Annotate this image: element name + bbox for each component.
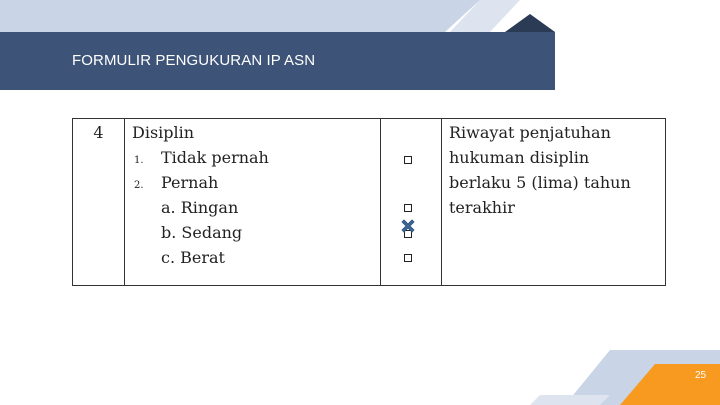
criteria-cell	[125, 119, 381, 286]
option-number: 2.	[134, 180, 144, 191]
option-label: Tidak pernah	[161, 148, 269, 167]
row-number: 4	[73, 119, 125, 286]
option-pernah	[132, 170, 380, 195]
option-number: 1.	[134, 155, 144, 166]
measurement-form-table	[72, 118, 666, 286]
criteria-title: Disiplin	[132, 123, 195, 142]
x-mark-icon	[398, 216, 418, 236]
sub-option-berat: c. Berat	[161, 248, 225, 267]
table-row	[73, 119, 666, 286]
checkbox-tidak-pernah[interactable]	[404, 156, 412, 164]
checkbox-ringan[interactable]	[404, 204, 412, 212]
checkbox-group	[381, 119, 441, 285]
top-light-band	[0, 0, 480, 32]
page-number: 25	[695, 370, 707, 381]
description-cell	[442, 119, 666, 286]
description-line: terakhir	[449, 198, 515, 217]
checkbox-berat[interactable]	[404, 254, 412, 262]
description-line: berlaku 5 (lima) tahun	[449, 173, 631, 192]
description-line: Riwayat penjatuhan	[449, 123, 611, 142]
description-line: hukuman disiplin	[449, 148, 590, 167]
slide-title: FORMULIR PENGUKURAN IP ASN	[72, 52, 316, 69]
top-dark-triangle	[505, 14, 555, 32]
checkbox-cell	[381, 119, 442, 286]
option-label: Pernah	[161, 173, 219, 192]
bottom-stripe	[530, 395, 610, 405]
option-tidak-pernah	[132, 145, 380, 170]
sub-option-sedang: b. Sedang	[161, 223, 243, 242]
sub-option-ringan: a. Ringan	[161, 198, 239, 217]
